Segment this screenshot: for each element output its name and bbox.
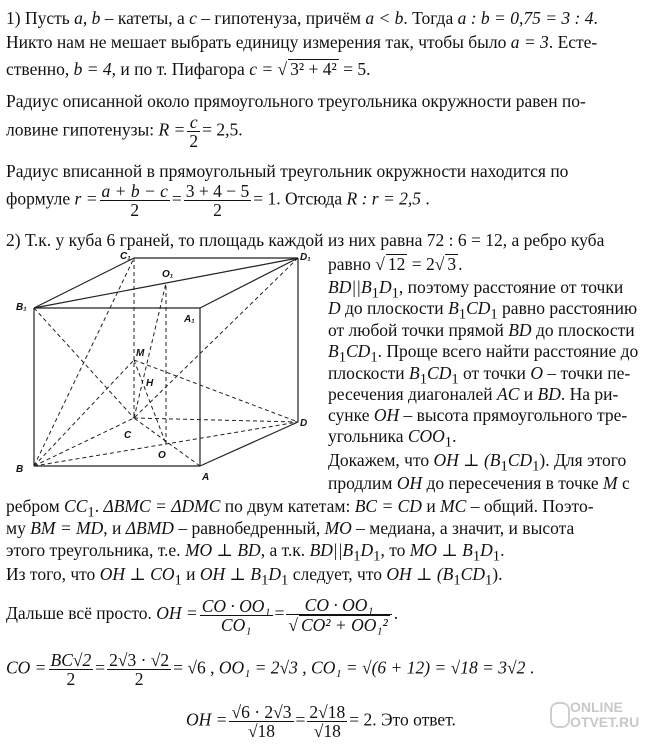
right-line-3: D до плоскости $B_1CD_1$ равно расстоянию (328, 298, 638, 323)
right-line-10: Докажем, что OH ⊥ $(B_1CD_1)$. Для этого (328, 450, 627, 475)
label-D: D (300, 418, 308, 429)
right-line-8: сунке OH – высота прямоугольного тре- (328, 405, 628, 425)
line-3: ственно, b = 4, и по т. Пифагора c = √ 3² + 4² = 5. (6, 59, 371, 79)
watermark: ONLINE OTVET.RU (570, 700, 639, 730)
right-line-11: продлим OH до пересечения в точке M с (328, 473, 630, 493)
line-12: Из того, что OH ⊥ $CO_1$ и OH ⊥ $B_1D_1$ следует, что OH ⊥ $(B_1CD_1)$. (6, 564, 503, 589)
label-B: B (16, 464, 24, 475)
edge-c-d (134, 418, 298, 422)
line-5: ловине гипотенузы: R = $\frac{c}{2}$ = 2,5. (6, 112, 243, 151)
label-A: A (202, 472, 210, 483)
line-b-c1 (34, 258, 134, 466)
line-1: 1) Пусть a, b – катеты, а c – гипотенуза, причём a < b. Тогда a : b = 0,75 = 3 : 4. (6, 8, 598, 28)
label-O1: O₁ (162, 269, 174, 280)
right-line-7: ресечения диагоналей AC и BD. На ри- (328, 384, 619, 404)
line-d1-c (134, 258, 298, 418)
edge-a-d (200, 422, 298, 466)
right-line-4: от любой точки прямой BD до плоскости (328, 320, 635, 340)
edge-b1-c1 (34, 258, 134, 308)
line-8: 2) Т.к. у куба 6 граней, то площадь каждой из них равна 72 : 6 = 12, а ребро куба (6, 230, 605, 250)
label-A1: A₁ (184, 314, 195, 325)
line-6: Радиус вписанной в прямоугольный треугольник окружности находится по (6, 161, 569, 181)
label-H: H (146, 378, 154, 389)
line-11: этого треугольника, т.е. MO ⊥ BD, а т.к. $BD||B_1D_1$, то MO ⊥ $B_1D_1$. (6, 540, 505, 565)
right-line-6: плоскости $B_1CD_1$ от точки O – точки пе- (328, 363, 631, 388)
right-line-5: $B_1CD_1$. Проще всего найти расстояние до (328, 341, 639, 366)
label-D1: D₁ (300, 252, 311, 263)
right-line-1: равно √ 12 = 2√ 3 . (328, 254, 463, 274)
line-13: Дальше всё просто. OH = $\frac{\text{CO · OO₁}}{\text{CO₁}}$ = $\frac{\text{CO · OO₁}}{\text{√ CO² + OO₁²}}$ . (6, 595, 399, 635)
line-m-d (134, 360, 298, 422)
line-m-o (134, 360, 166, 444)
label-M: M (136, 348, 145, 359)
label-O: O (158, 450, 166, 461)
right-line-9: угольника $COO_1$. (328, 426, 457, 451)
line-10: му BM = MD, и ΔBMD – равнобедренный, MO – медиана, а значит, и высота (6, 518, 575, 538)
label-C: C (124, 430, 132, 441)
line-14: CO = $\frac{BC√2}{2}$ = $\frac{2√3 \cdot √2}{2}$ = √6 , OO₁ = 2√3 , CO₁ = √(6 + 12) = √18 = 3√2 . (6, 650, 535, 689)
edge-a1-d1 (200, 258, 298, 308)
line-2: Никто нам не мешает выбрать единицу измерения так, чтобы было a = 3. Есте- (6, 32, 598, 52)
label-B1: B₁ (16, 302, 27, 313)
label-C1: C₁ (120, 251, 131, 262)
edge-b-c (34, 418, 134, 466)
line-7: формуле r = $\frac{a + b - c}{2}$ = $\frac{3 + 4 - 5}{2}$ = 1. Отсюда R : r = 2,5 . (6, 181, 430, 220)
cube-figure (6, 250, 328, 488)
line-b-m (34, 360, 134, 466)
line-4: Радиус описанной около прямоугольного треугольника окружности равен по- (6, 91, 586, 111)
line-15: OH = $\frac{√6 \cdot 2√3}{√18}$ = $\frac{2√18}{√18}$ = 2. Это ответ. (186, 702, 456, 741)
line-9: ребром $CC_1$. ΔBMC = ΔDMC по двум катетам: BC = CD и MC – общий. Поэто- (6, 496, 594, 521)
diag-a-c (134, 418, 200, 466)
right-line-2: $BD||B_1D_1$, поэтому расстояние от точки (328, 277, 624, 302)
